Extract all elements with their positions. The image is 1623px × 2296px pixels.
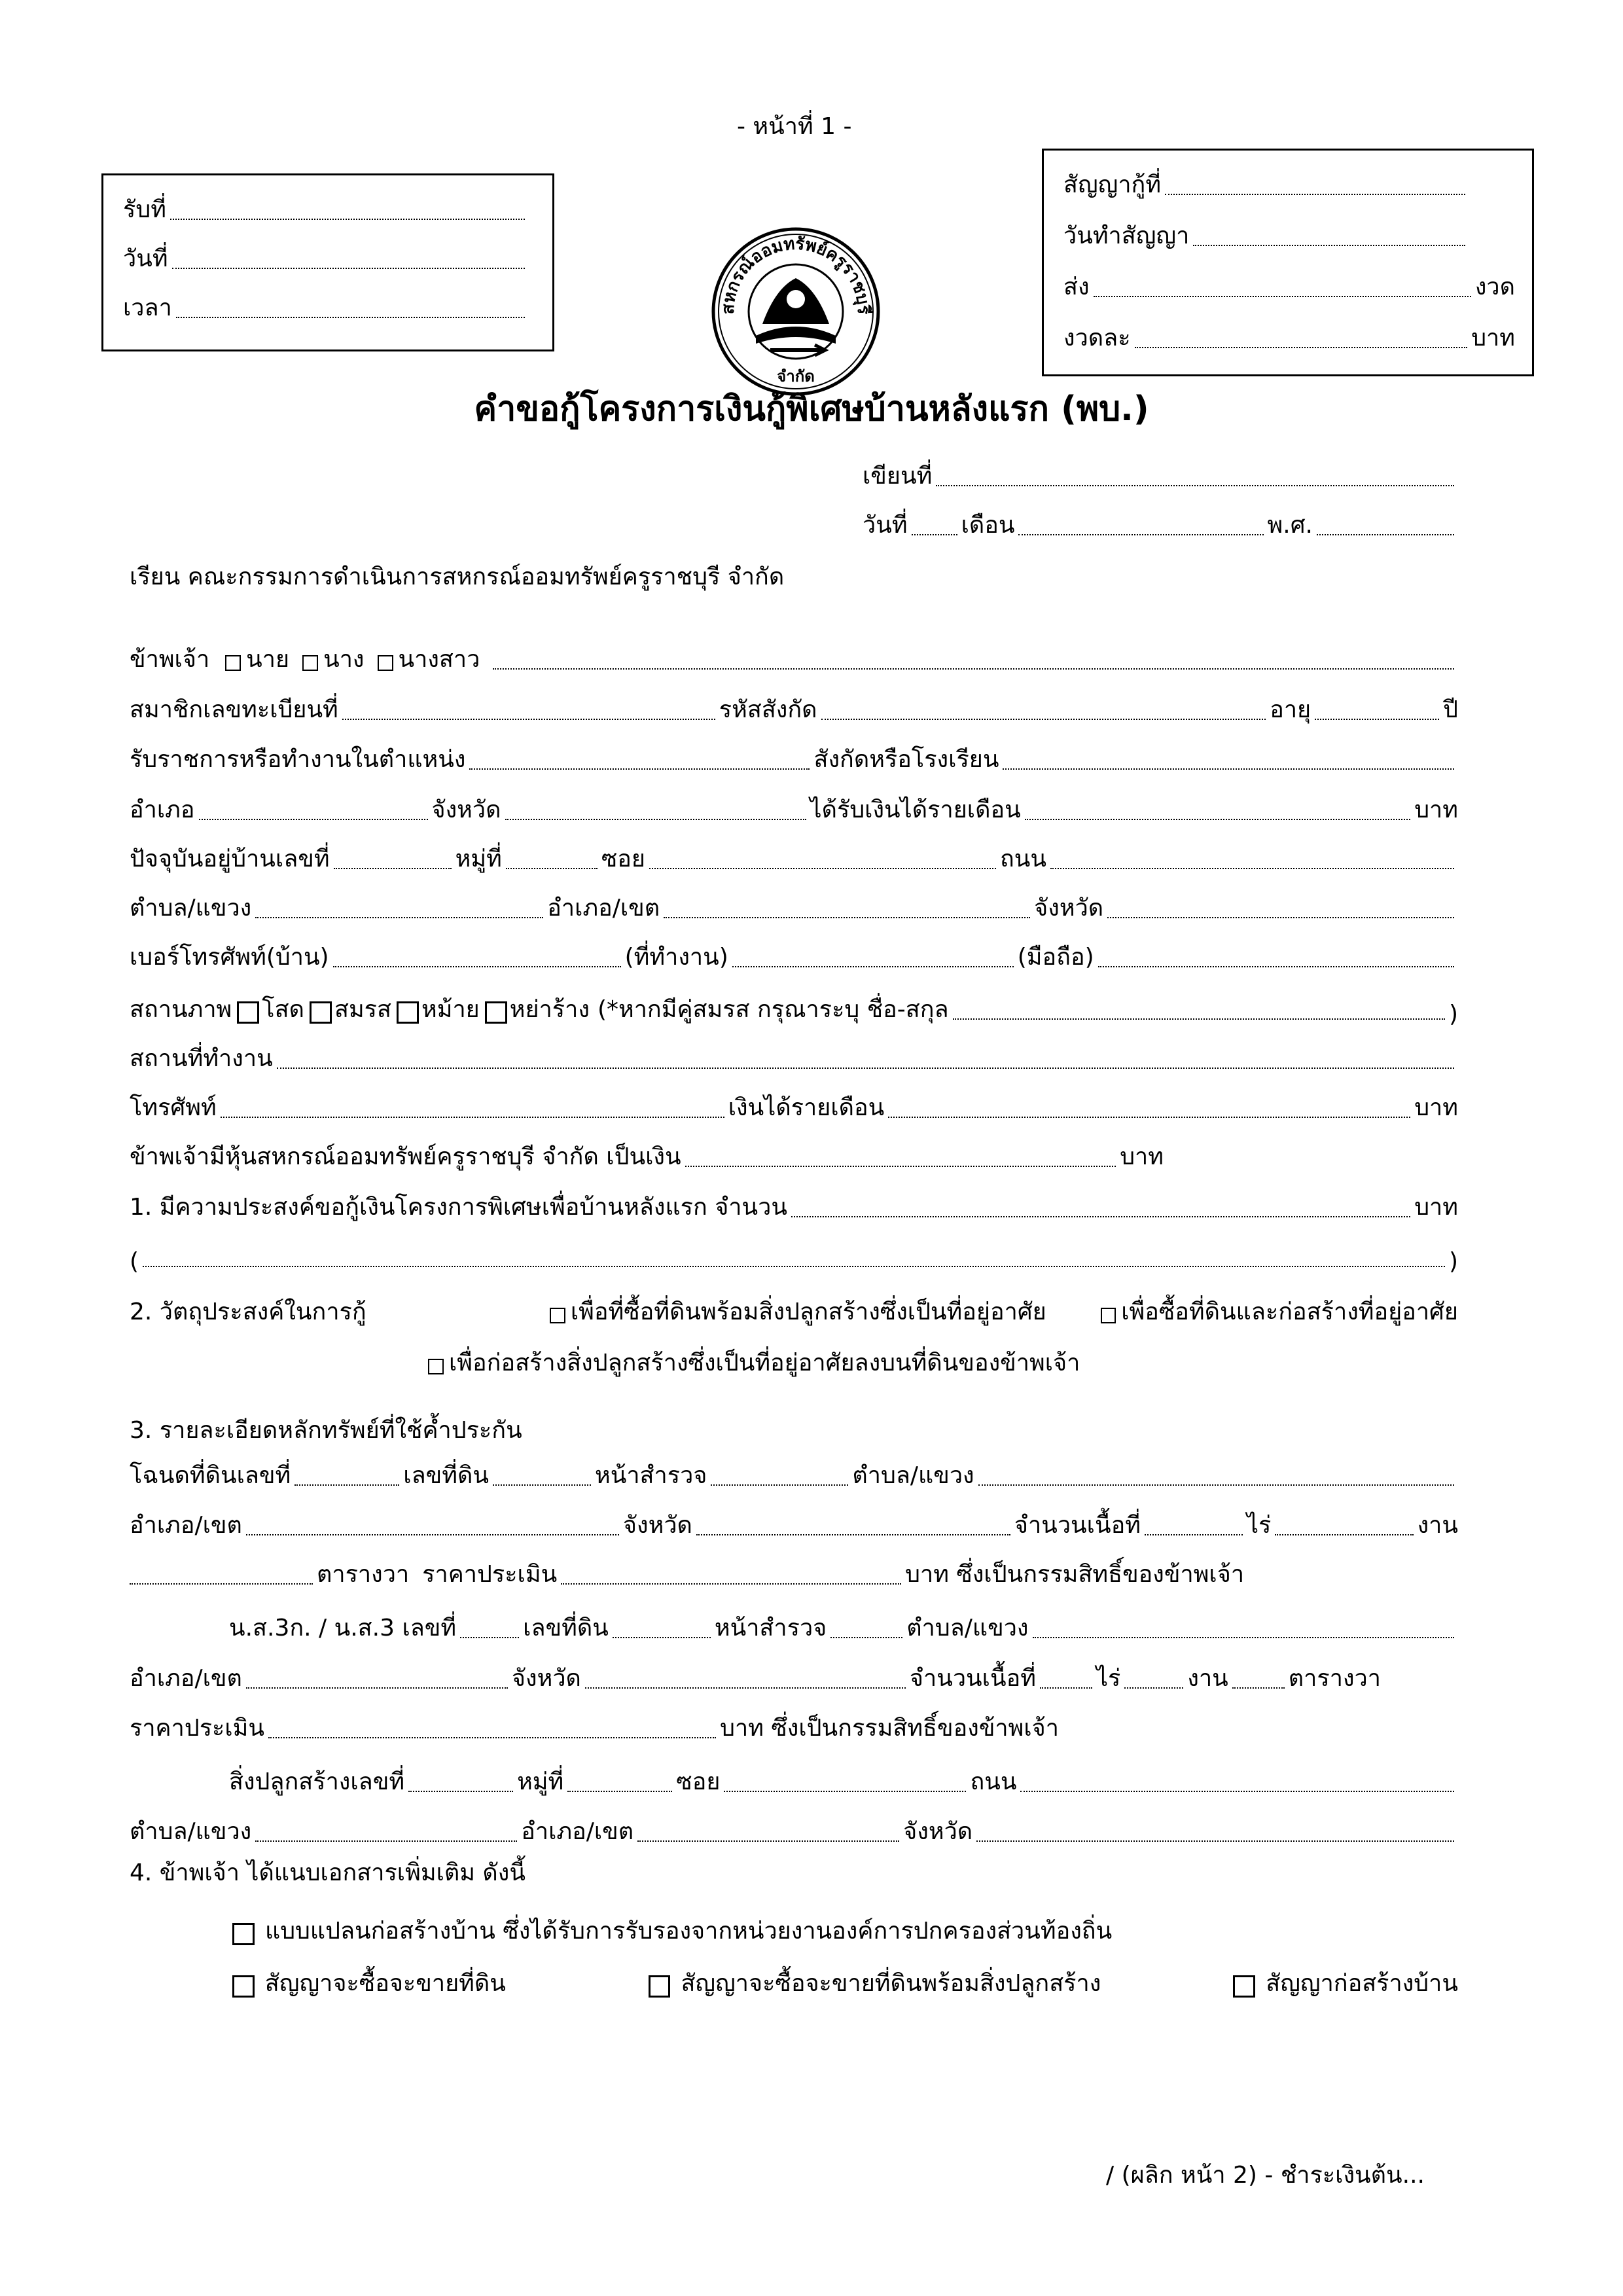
school-field[interactable] [1003,762,1454,770]
applicant-name-field[interactable] [493,662,1454,670]
ns3-no-field[interactable] [460,1630,519,1638]
workplace-field[interactable] [277,1061,1454,1069]
building-subdistrict-field[interactable] [255,1834,517,1842]
title-miss-checkbox[interactable] [378,655,393,671]
doc-building-plan-checkbox[interactable] [232,1923,255,1945]
receive-date-field[interactable] [172,261,525,269]
status-divorced-checkbox[interactable] [485,1001,507,1024]
ns3-area-ngan-field[interactable] [1124,1681,1183,1689]
ns3-land-no-field[interactable] [613,1630,711,1638]
deed-area-rai-field[interactable] [1145,1528,1243,1535]
date-year-field[interactable] [1317,528,1454,535]
district-khet-field[interactable] [664,910,1030,918]
building-no-field[interactable] [408,1784,513,1792]
form-title: คำขอกู้โครงการเงินกู้พิเศษบ้านหลังแรก (พบ.) [474,389,1149,429]
deed-area-ngan-field[interactable] [1275,1528,1413,1535]
purpose-buy-with-building-checkbox[interactable] [550,1308,565,1323]
spouse-name-field[interactable] [953,1012,1445,1020]
building-district-field[interactable] [637,1834,899,1842]
deed-province-field[interactable] [696,1528,1010,1535]
building-province-field[interactable] [976,1834,1454,1842]
road-field[interactable] [1050,861,1454,869]
loan-amount-words-field[interactable] [143,1259,1445,1267]
subdistrict-field[interactable] [255,910,543,918]
building-moo-field[interactable] [567,1784,672,1792]
status-widowed-checkbox[interactable] [397,1001,419,1024]
deed-survey-page-field[interactable] [711,1478,848,1486]
soi-field[interactable] [649,861,996,869]
date-day-field[interactable] [912,528,957,535]
receipt-box: รับที่ วันที่ เวลา [101,173,554,351]
ns3-survey-page-field[interactable] [830,1630,902,1638]
status-single-checkbox[interactable] [237,1001,259,1024]
ns3-province-field[interactable] [585,1681,906,1689]
age-field[interactable] [1315,712,1439,720]
unit-code-field[interactable] [821,712,1266,720]
svg-text:สหกรณ์ออมทรัพย์ครูราชบุรี: สหกรณ์ออมทรัพย์ครูราชบุรี [718,234,874,315]
doc-construction-contract-checkbox[interactable] [1233,1975,1255,1998]
written-at-field[interactable] [936,478,1454,486]
phone-field[interactable] [221,1110,724,1118]
purpose-build-on-own-land-checkbox[interactable] [428,1359,444,1374]
contract-no-field[interactable] [1165,187,1465,195]
ns3-subdistrict-field[interactable] [1033,1630,1455,1638]
deed-subdistrict-field[interactable] [978,1478,1454,1486]
loan-amount-field[interactable] [791,1210,1410,1217]
installments-field[interactable] [1094,289,1471,297]
building-soi-field[interactable] [724,1784,966,1792]
ns3-appraisal-field[interactable] [268,1731,716,1738]
deed-area-sqwa-field[interactable] [130,1577,313,1585]
section4-label: 4. ข้าพเจ้า ได้แนบเอกสารเพิ่มเติม ดังนี้ [130,1859,526,1886]
monthly-salary-field[interactable] [1025,812,1410,820]
phone-mobile-field[interactable] [1098,960,1454,967]
svg-text:จำกัด: จำกัด [777,367,815,386]
ns3-area-rai-field[interactable] [1040,1681,1092,1689]
per-installment-field[interactable] [1135,340,1468,348]
page-number: - หน้าที่ 1 - [737,113,852,140]
coop-seal-logo [710,226,882,397]
deed-district-field[interactable] [246,1528,619,1535]
date-month-field[interactable] [1018,528,1263,535]
work-district-field[interactable] [199,812,428,820]
contract-box: สัญญากู้ที่ วันทำสัญญา ส่ง งวด งวดละ บาท [1042,149,1534,376]
moo-field[interactable] [506,861,597,869]
phone-work-field[interactable] [732,960,1014,967]
doc-land-sale-contract-checkbox[interactable] [232,1975,255,1998]
title-mrs-checkbox[interactable] [302,655,318,671]
status-married-checkbox[interactable] [310,1001,332,1024]
member-no-field[interactable] [342,712,715,720]
building-road-field[interactable] [1020,1784,1454,1792]
section3-label: 3. รายละเอียดหลักทรัพย์ที่ใช้ค้ำประกัน [130,1417,522,1444]
house-no-field[interactable] [334,861,452,869]
income-field[interactable] [888,1110,1410,1118]
ns3-area-sqwa-field[interactable] [1232,1681,1285,1689]
contract-date-field[interactable] [1193,238,1465,246]
deed-no-field[interactable] [294,1478,399,1486]
receive-no-field[interactable] [170,212,525,220]
position-field[interactable] [469,762,810,770]
receive-time-field[interactable] [176,310,525,318]
ns3-district-field[interactable] [246,1681,508,1689]
doc-land-building-sale-contract-checkbox[interactable] [649,1975,671,1998]
deed-land-no-field[interactable] [493,1478,591,1486]
footer-note: / (ผลิก หน้า 2) - ชำระเงินต้น... [1106,2162,1425,2189]
purpose-buy-land-build-checkbox[interactable] [1101,1308,1116,1323]
province-field[interactable] [1107,910,1454,918]
salutation: เรียน คณะกรรมการดำเนินการสหกรณ์ออมทรัพย์ครูราชบุรี จำกัด [130,564,785,590]
shares-amount-field[interactable] [685,1159,1116,1167]
deed-appraisal-field[interactable] [561,1577,901,1585]
phone-home-field[interactable] [333,960,621,967]
work-province-field[interactable] [505,812,806,820]
title-mr-checkbox[interactable] [225,655,241,671]
